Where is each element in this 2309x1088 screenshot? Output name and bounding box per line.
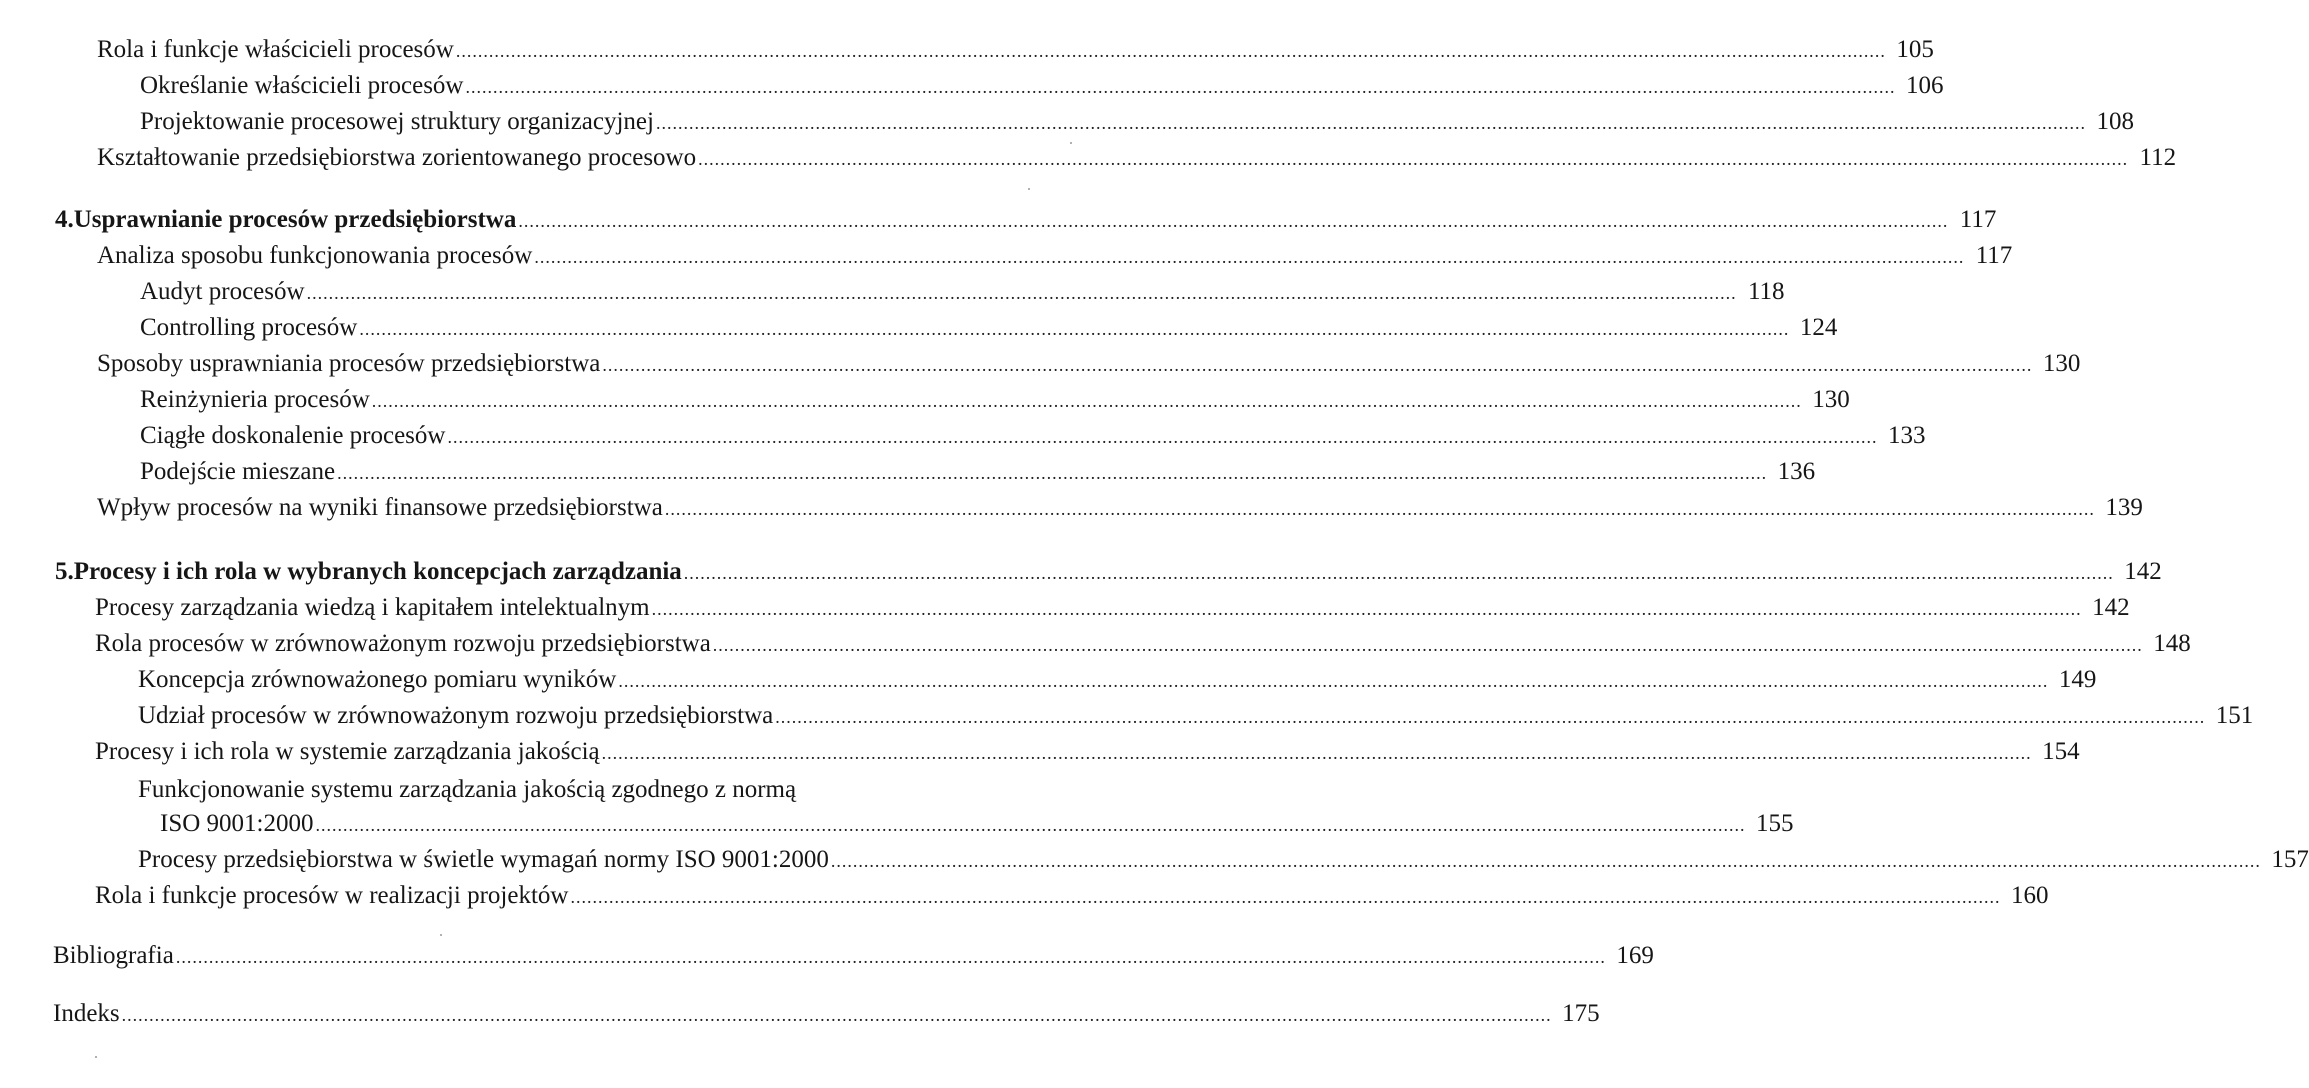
entry-title: Controlling procesów [140,314,358,341]
page-number: 133 [1887,422,1926,449]
toc-entry [97,348,2081,380]
entry-title: Procesy przedsiębiorstwa w świetle wymagań normy ISO 9001:2000 [138,846,829,873]
dot-leader: .................................................................................................................................................................................................................................................................... [651,599,2082,619]
toc-entry [97,34,1934,66]
entry-title: Procesy zarządzania wiedzą i kapitałem intelektualnym [95,594,650,621]
entry-title: Wpływ procesów na wyniki finansowe przedsiębiorstwa [97,494,663,521]
dot-leader: .................................................................................................................................................................................................................................................................... [830,851,2261,871]
page-number: 154 [2042,738,2080,765]
dot-leader: .................................................................................................................................................................................................................................................................... [570,887,2001,907]
chapter-number: 5. [55,558,74,585]
page-number: 136 [1777,458,1816,485]
scan-speck [440,934,442,936]
toc-entry [140,312,1838,344]
page-number: 149 [2058,666,2097,693]
dot-leader: .................................................................................................................................................................................................................................................................... [337,463,1768,483]
dot-leader: .................................................................................................................................................................................................................................................................... [683,563,2114,583]
entry-title: Funkcjonowanie systemu zarządzania jakością zgodnego z normą [138,776,797,803]
page-number: 139 [2105,494,2143,521]
dot-leader: .................................................................................................................................................................................................................................................................... [698,149,2129,169]
page-number: 155 [1755,810,1794,837]
toc-entry [95,736,2080,768]
toc-entry-continuation [160,808,1794,840]
page-number: 108 [2096,108,2134,135]
entry-title: Koncepcja zrównoważonego pomiaru wyników [138,666,617,693]
page-number: 112 [2139,144,2177,171]
dot-leader: .................................................................................................................................................................................................................................................................... [465,77,1896,97]
entry-title: Rola i funkcje właścicieli procesów [97,36,454,63]
scan-speck [95,1056,97,1058]
dot-leader: .................................................................................................................................................................................................................................................................... [602,355,2033,375]
entry-title: ISO 9001:2000 [160,810,314,837]
page-number: 142 [2092,594,2130,621]
toc-entry [95,592,2130,624]
toc-entry-wrapped [138,774,1035,806]
toc-entry [140,106,2134,138]
page-number: 169 [1616,942,1654,969]
chapter-title: Procesy i ich rola w wybranych koncepcjach zarządzania [73,558,682,585]
toc-entry [140,420,1926,452]
dot-leader: .................................................................................................................................................................................................................................................................... [601,743,2032,763]
page-number: 148 [2153,630,2191,657]
entry-title: Rola procesów w zrównoważonym rozwoju przedsiębiorstwa [95,630,711,657]
toc-entry [138,664,2097,696]
dot-leader: .................................................................................................................................................................................................................................................................... [175,947,1606,967]
scan-speck [1070,142,1072,144]
toc-entry [140,456,1816,488]
dot-leader: .................................................................................................................................................................................................................................................................... [315,815,1746,835]
dot-leader: .................................................................................................................................................................................................................................................................... [447,427,1878,447]
entry-title: Analiza sposobu funkcjonowania procesów [97,242,533,269]
entry-title: Udział procesów w zrównoważonym rozwoju przedsiębiorstwa [138,702,774,729]
entry-title: Określanie właścicieli procesów [140,72,464,99]
entry-title: Kształtowanie przedsiębiorstwa zorientowanego procesowo [97,144,697,171]
toc-chapter [55,556,2162,588]
entry-title: Procesy i ich rola w systemie zarządzania jakością [95,738,600,765]
dot-leader: .................................................................................................................................................................................................................................................................... [534,247,1965,267]
toc-entry [97,142,2177,174]
dot-leader: .................................................................................................................................................................................................................................................................... [518,211,1949,231]
entry-title: Podejście mieszane [140,458,336,485]
toc-entry [97,492,2143,524]
chapter-number: 4. [55,206,74,233]
toc-backmatter [53,998,1600,1030]
toc-entry [140,70,1944,102]
page-number: 117 [1975,242,2013,269]
toc-entry [138,700,2254,732]
entry-title: Reinżynieria procesów [140,386,370,413]
toc-backmatter [53,940,1654,972]
page-number: 117 [1959,206,1997,233]
entry-title: Sposoby usprawniania procesów przedsiębiorstwa [97,350,601,377]
page-number: 157 [2271,846,2309,873]
dot-leader: .................................................................................................................................................................................................................................................................... [775,707,2206,727]
page-number: 151 [2215,702,2254,729]
page-number: 118 [1747,278,1785,305]
page-number: 130 [2042,350,2081,377]
toc-entry [95,628,2191,660]
toc-entry [138,844,2309,876]
dot-leader: .................................................................................................................................................................................................................................................................... [455,41,1886,61]
dot-leader: .................................................................................................................................................................................................................................................................... [712,635,2143,655]
page-number: 124 [1799,314,1838,341]
page-number: 142 [2124,558,2162,585]
scan-speck [1028,188,1030,190]
toc-entry [140,276,1785,308]
dot-leader: .................................................................................................................................................................................................................................................................... [655,113,2086,133]
toc-entry [95,880,2049,912]
entry-title: Ciągłe doskonalenie procesów [140,422,446,449]
entry-title: Indeks [53,1000,120,1027]
toc-entry [140,384,1850,416]
page-number: 106 [1906,72,1944,99]
page-number: 175 [1562,1000,1600,1027]
dot-leader: .................................................................................................................................................................................................................................................................... [121,1005,1552,1025]
page-number: 160 [2010,882,2049,909]
entry-title: Audyt procesów [140,278,305,305]
dot-leader: .................................................................................................................................................................................................................................................................... [618,671,2049,691]
entry-title: Rola i funkcje procesów w realizacji projektów [95,882,569,909]
dot-leader: .................................................................................................................................................................................................................................................................... [359,319,1790,339]
toc-chapter [55,204,1997,236]
dot-leader: .................................................................................................................................................................................................................................................................... [371,391,1802,411]
dot-leader: .................................................................................................................................................................................................................................................................... [306,283,1737,303]
entry-title: Projektowanie procesowej struktury organizacyjnej [140,108,654,135]
toc-entry [97,240,2013,272]
page-number: 130 [1812,386,1850,413]
entry-title: Bibliografia [53,942,174,969]
page-number: 105 [1896,36,1934,63]
dot-leader: .................................................................................................................................................................................................................................................................... [664,499,2095,519]
chapter-title: Usprawnianie procesów przedsiębiorstwa [73,206,517,233]
